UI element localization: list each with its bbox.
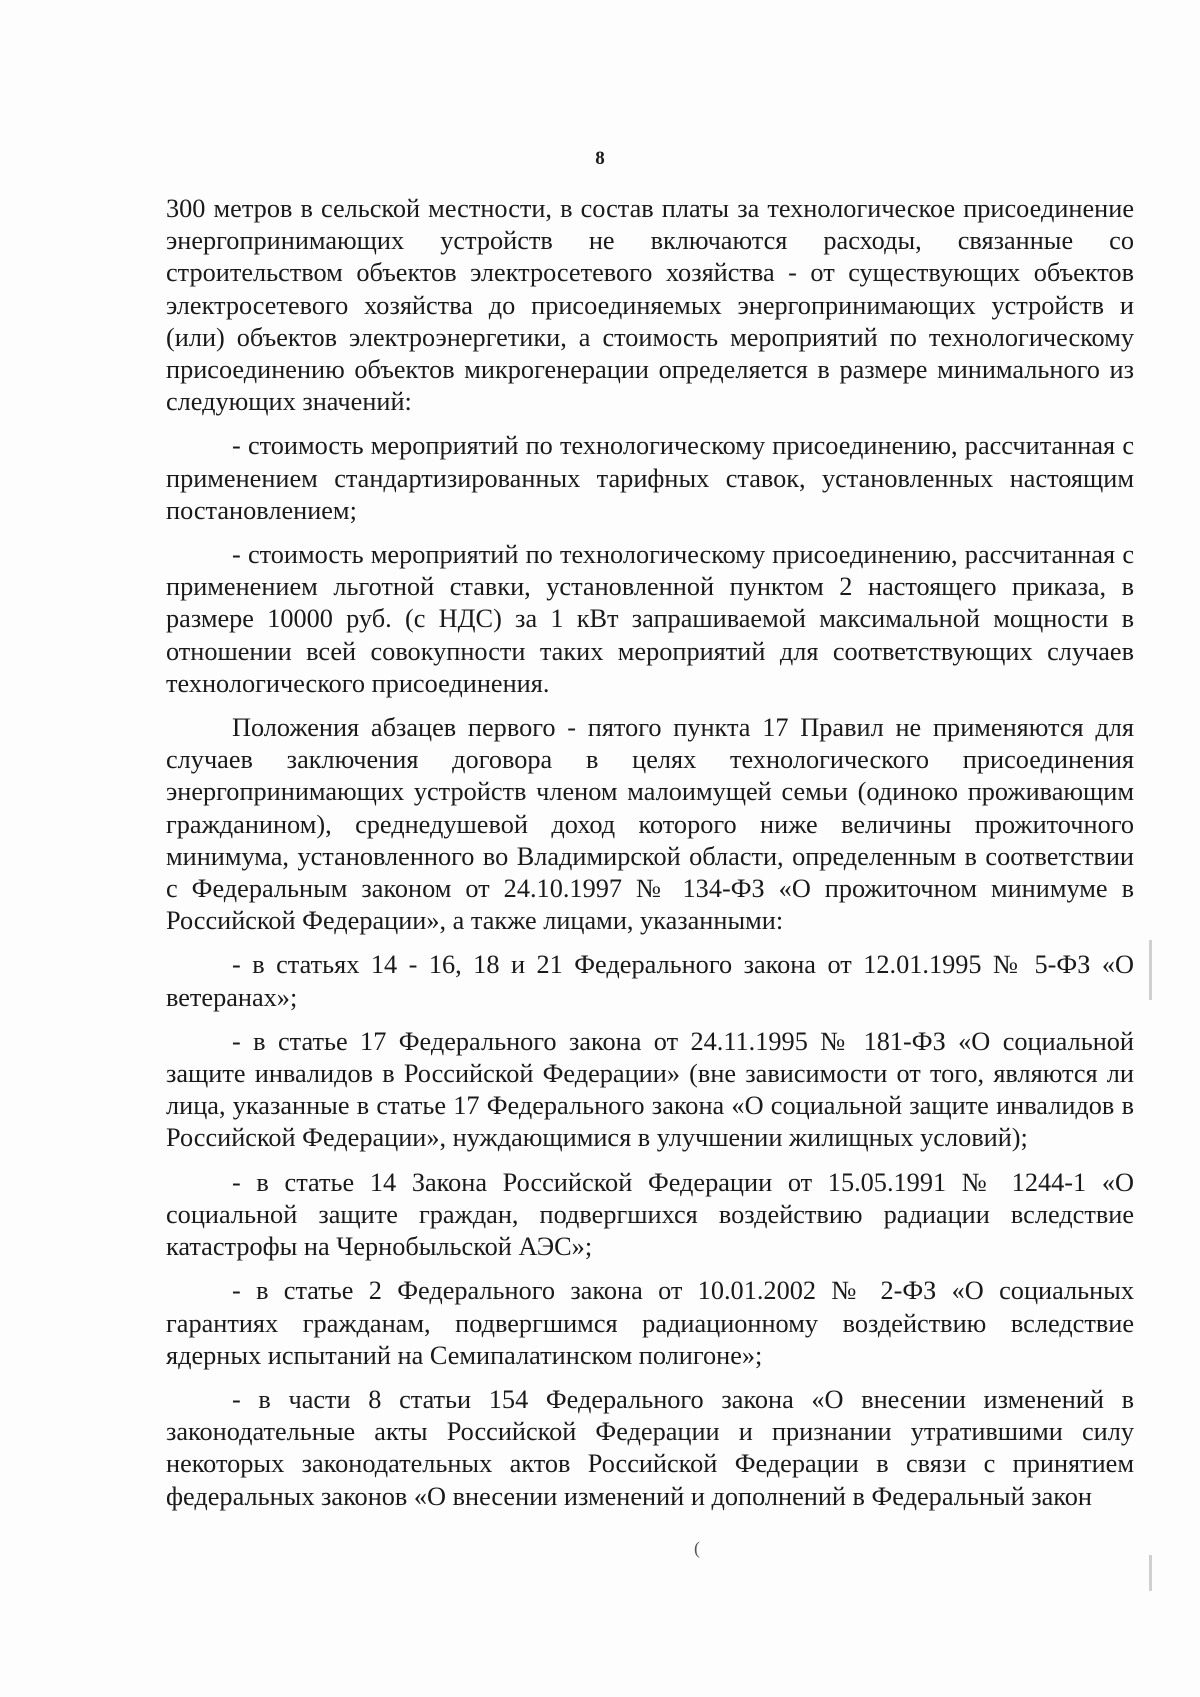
paragraph-intro: 300 метров в сельской местности, в состав платы за технологическое присоединение энергопринимающих устройств не включаются расходы, связанные со строительством объектов электросетевого хозяйства - от существующих объектов электросетевого хозяйства до присоединяемых энергопринимающих устройств и (или) объектов электроэнергетики, а стоимость мероприятий по технологическому присоединению объектов микрогенерации определяется в размере минимального из следующих значений: bbox=[166, 194, 1134, 417]
paragraph-list-item-veterans: - в статьях 14 - 16, 18 и 21 Федерального закона от 12.01.1995 № 5-ФЗ «О ветеранах»; bbox=[166, 950, 1134, 1012]
paragraph-list-item-standard-rates: - стоимость мероприятий по технологическому присоединению, рассчитанная с применением стандартизированных тарифных ставок, установленных настоящим постановлением; bbox=[166, 431, 1134, 525]
paragraph-list-item-disabled: - в статье 17 Федерального закона от 24.11.1995 № 181-ФЗ «О социальной защите инвалидов в Российской Федерации» (вне зависимости от того, являются ли лица, указанные в статье 17 Федерального закона «О социальной защите инвалидов в Российской Федерации», нуждающимися в улучшении жилищных условий); bbox=[166, 1026, 1134, 1153]
scan-margin-artifact bbox=[1149, 940, 1152, 1000]
paragraph-list-item-chernobyl: - в статье 14 Закона Российской Федерации от 15.05.1991 № 1244-1 «О социальной защите граждан, подвергшихся воздействию радиации вследствие катастрофы на Чернобыльской АЭС»; bbox=[166, 1167, 1134, 1262]
document-body bbox=[166, 193, 1134, 1513]
paragraph-list-item-preferential-rate: - стоимость мероприятий по технологическому присоединению, рассчитанная с применением льготной ставки, установленной пунктом 2 настоящего приказа, в размере 10000 руб. (с НДС) за 1 кВт запрашиваемой максимальной мощности в отношении всей совокупности таких мероприятий для соответствующих случаев технологического присоединения. bbox=[166, 540, 1134, 698]
paragraph-list-item-semipalatinsk: - в статье 2 Федерального закона от 10.01.2002 № 2-ФЗ «О социальных гарантиях гражданам, подвергшимся радиационному воздействию вследствие ядерных испытаний на Семипалатинском полигоне»; bbox=[166, 1276, 1134, 1370]
paragraph-provisions: Положения абзацев первого - пятого пункта 17 Правил не применяются для случаев заключения договора в целях технологического присоединения энергопринимающих устройств членом малоимущей семьи (одиноко проживающим гражданином), среднедушевой доход которого ниже величины прожиточного минимума, установленного во Владимирской области, определенным в соответствии с Федеральным законом от 24.10.1997 № 134-ФЗ «О прожиточном минимуме в Российской Федерации», а также лицами, указанными: bbox=[166, 713, 1134, 936]
page-number: 8 bbox=[595, 148, 605, 169]
scan-margin-artifact bbox=[1149, 1555, 1152, 1591]
stray-pen-mark: ( bbox=[694, 1538, 700, 1558]
paragraph-list-item-article-154: - в части 8 статьи 154 Федерального закона «О внесении изменений в законодательные акты Российской Федерации и признании утратившими силу некоторых законодательных актов Российской Федерации в связи с принятием федеральных законов «О внесении изменений и дополнений в Федеральный закон bbox=[166, 1384, 1134, 1511]
